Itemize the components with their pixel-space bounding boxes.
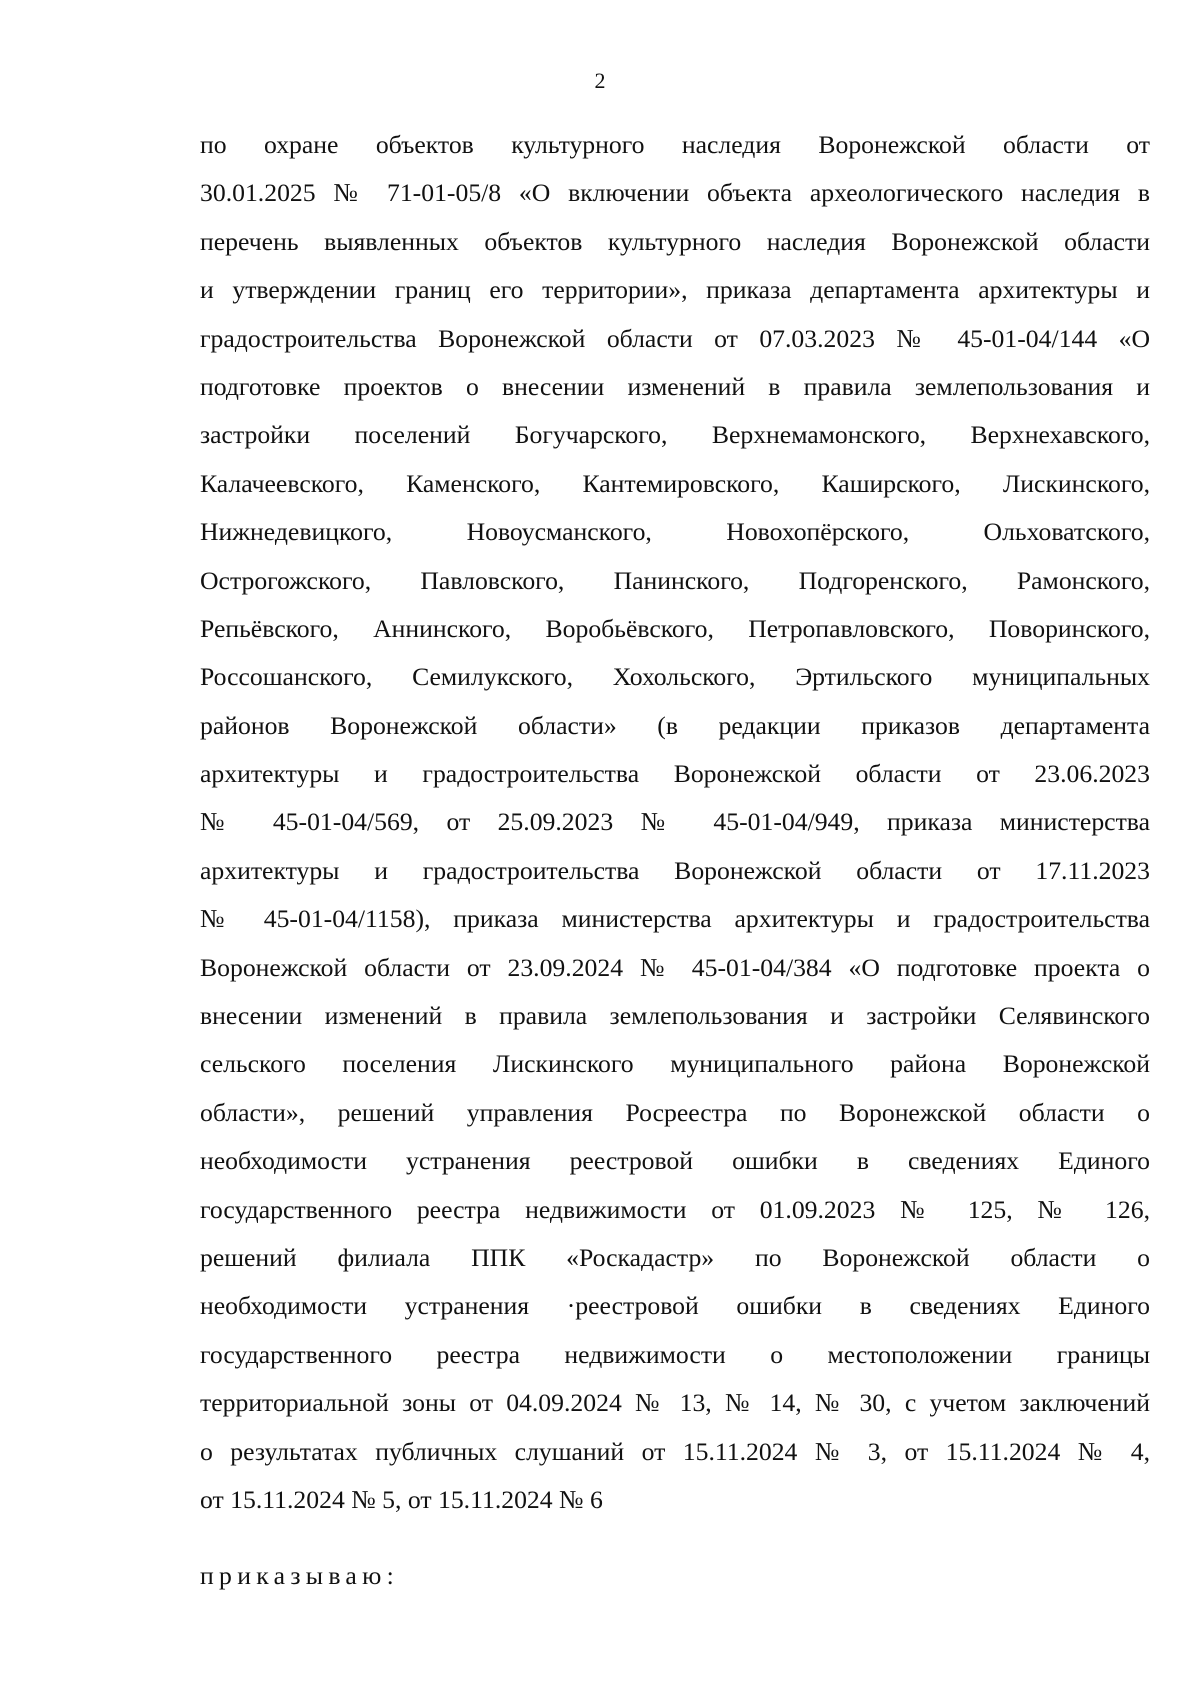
paragraph-line: решений филиала ППК «Роскадастр» по Воронежской области о [200, 1242, 1150, 1272]
paragraph-line: территориальной зоны от 04.09.2024 № 13, № 14, № 30, с учетом заключений [200, 1388, 1150, 1418]
paragraph-line: Нижнедевицкого, Новоусманского, Новохопёрского, Ольховатского, [200, 517, 1150, 547]
page-number: 2 [594, 68, 606, 93]
paragraph-line: необходимости устранения реестровой ошибки в сведениях Единого [200, 1146, 1150, 1176]
paragraph-line: подготовке проектов о внесении изменений в правила землепользования и [200, 371, 1150, 401]
paragraph-line: Калачеевского, Каменского, Кантемировского, Каширского, Лискинского, [200, 468, 1150, 498]
paragraph-line: сельского поселения Лискинского муниципального района Воронежской [200, 1049, 1150, 1079]
paragraph-line: архитектуры и градостроительства Воронежской области от 23.06.2023 [200, 759, 1150, 789]
paragraph-line: Острогожского, Павловского, Панинского, Подгоренского, Рамонского, [200, 565, 1150, 595]
paragraph-line: Репьёвского, Аннинского, Воробьёвского, Петропавловского, Поворинского, [200, 613, 1150, 643]
paragraph-line: необходимости устранения ·реестровой ошибки в сведениях Единого [200, 1291, 1150, 1321]
paragraph-line: Россошанского, Семилукского, Хохольского, Эртильского муниципальных [200, 662, 1150, 692]
paragraph-line: районов Воронежской области» (в редакции приказов департамента [200, 710, 1150, 740]
paragraph-line: государственного реестра недвижимости от 01.09.2023 № 125, № 126, [200, 1194, 1150, 1224]
paragraph-line: № 45-01-04/1158), приказа министерства архитектуры и градостроительства [200, 904, 1150, 934]
body-paragraph [200, 121, 1150, 1524]
paragraph-line: о результатах публичных слушаний от 15.11.2024 № 3, от 15.11.2024 № 4, [200, 1436, 1150, 1466]
paragraph-line: № 45-01-04/569, от 25.09.2023 № 45-01-04/949, приказа министерства [200, 807, 1150, 837]
order-word: приказываю: [200, 1561, 400, 1590]
paragraph-line: перечень выявленных объектов культурного наследия Воронежской области [200, 226, 1150, 256]
paragraph-line: внесении изменений в правила землепользования и застройки Селявинского [200, 1001, 1150, 1031]
paragraph-line: и утверждении границ его территории», приказа департамента архитектуры и [200, 275, 1150, 305]
paragraph-line: Воронежской области от 23.09.2024 № 45-01-04/384 «О подготовке проекта о [200, 952, 1150, 982]
paragraph-line: застройки поселений Богучарского, Верхнемамонского, Верхнехавского, [200, 420, 1150, 450]
paragraph-line: градостроительства Воронежской области от 07.03.2023 № 45-01-04/144 «О [200, 323, 1150, 353]
paragraph-line: от 15.11.2024 № 5, от 15.11.2024 № 6 [200, 1484, 603, 1514]
paragraph-line: архитектуры и градостроительства Воронежской области от 17.11.2023 [200, 855, 1150, 885]
paragraph-line: по охране объектов культурного наследия Воронежской области от [200, 130, 1150, 159]
paragraph-line: 30.01.2025 № 71-01-05/8 «О включении объекта археологического наследия в [200, 178, 1150, 208]
paragraph-line: области», решений управления Росреестра по Воронежской области о [200, 1097, 1150, 1127]
paragraph-line: государственного реестра недвижимости о местоположении границы [200, 1339, 1150, 1369]
